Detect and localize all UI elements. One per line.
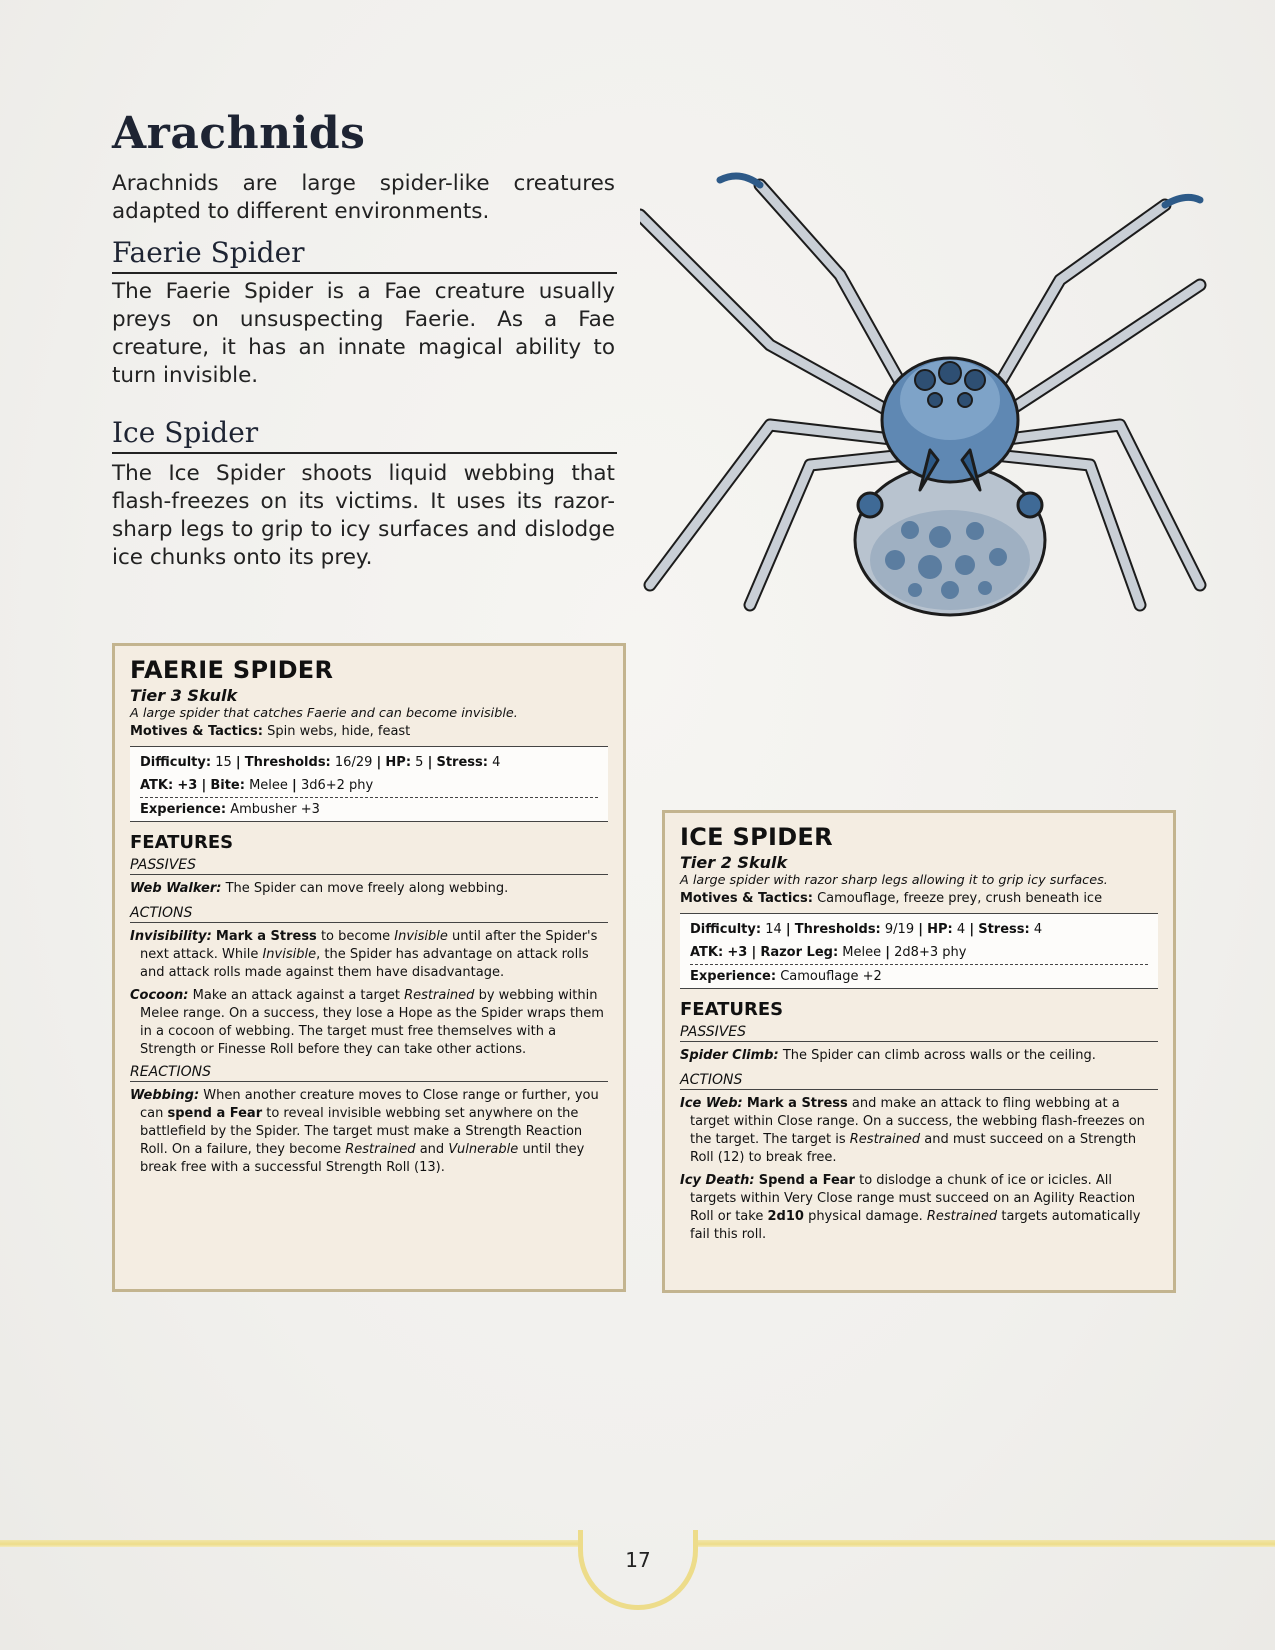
actions-heading: ACTIONS (130, 904, 608, 923)
feature-spider-climb: Spider Climb: The Spider can climb across walls or the ceiling. (680, 1048, 1096, 1063)
statblock-tier: Tier 2 Skulk (680, 853, 788, 872)
feature-cocoon: Cocoon: Make an attack against a target Restrained by webbing within Melee range. On a success, they lose a Hope as the Spider wraps them in a cocoon of webbing. The target must free themselves with a Strength or Finesse Roll before they can take other actions. (130, 988, 604, 1057)
features-heading: FEATURES (130, 832, 234, 853)
statblock-name: FAERIE SPIDER (130, 656, 334, 684)
statblock-description: A large spider that catches Faerie and can become invisible. (130, 706, 518, 721)
footer-ornament-right (696, 1540, 1275, 1547)
intro-text: Arachnids are large spider-like creatures adapted to different environments. (112, 171, 615, 224)
statblock-faerie-spider (112, 643, 626, 1292)
actions-heading: ACTIONS (680, 1071, 1158, 1090)
statblock-description: A large spider with razor sharp legs allowing it to grip icy surfaces. (680, 873, 1108, 888)
statblock-name: ICE SPIDER (680, 823, 833, 851)
stat-line-defense: Difficulty: 14 | Thresholds: 9/19 | HP: 4 | Stress: 4 (690, 922, 1043, 937)
feature-ice-web: Ice Web: Mark a Stress and make an attack to fling webbing at a target within Close range. On a success, the webbing flash-freezes on the target. The target is Restrained and must succeed on a Strength Roll (12) to break free. (680, 1096, 1145, 1165)
feature-webbing: Webbing: When another creature moves to Close range or further, you can spend a Fear to reveal invisible webbing set anywhere on the battlefield by the Spider. The target must make a Strength Reaction Roll. On a failure, they become Restrained and Vulnerable until they break free with a successful Strength Roll (13). (130, 1088, 599, 1175)
feature-web-walker: Web Walker: The Spider can move freely along webbing. (130, 881, 509, 896)
statblock-motives: Motives & Tactics: Camouflage, freeze prey, crush beneath ice (680, 891, 1103, 906)
features-heading: FEATURES (680, 999, 784, 1020)
passives-heading: PASSIVES (130, 856, 608, 875)
section-body-ice: The Ice Spider shoots liquid webbing that flash-freezes on its victims. It uses its razor-sharp legs to grip to icy surfaces and dislodge ice chunks onto its prey. (112, 461, 615, 570)
stat-line-defense: Difficulty: 15 | Thresholds: 16/29 | HP: 5 | Stress: 4 (140, 755, 501, 770)
statblock-stats (130, 746, 608, 822)
page-number: 17 (625, 1548, 651, 1572)
page-title: Arachnids (112, 108, 366, 159)
stat-line-experience: Experience: Camouflage +2 (690, 964, 1148, 988)
ice-spider-illustration (640, 165, 1220, 645)
statblock-motives: Motives & Tactics: Spin webs, hide, feast (130, 724, 411, 739)
feature-icy-death: Icy Death: Spend a Fear to dislodge a chunk of ice or icicles. All targets within Very Close range must succeed on an Agility Reaction Roll or take 2d10 physical damage. Restrained targets automatically fail this roll. (680, 1173, 1141, 1242)
passives-heading: PASSIVES (680, 1023, 1158, 1042)
section-body-faerie: The Faerie Spider is a Fae creature usually preys on unsuspecting Faerie. As a Fae creature, it has an innate magical ability to turn invisible. (112, 279, 615, 388)
reactions-heading: REACTIONS (130, 1063, 608, 1082)
statblock-ice-spider (662, 810, 1176, 1293)
statblock-stats (680, 913, 1158, 989)
footer-ornament-left (0, 1540, 580, 1547)
section-heading-faerie: Faerie Spider (112, 236, 617, 274)
stat-line-experience: Experience: Ambusher +3 (140, 797, 598, 821)
stat-line-attack: ATK: +3 | Bite: Melee | 3d6+2 phy (140, 778, 374, 793)
stat-line-attack: ATK: +3 | Razor Leg: Melee | 2d8+3 phy (690, 945, 967, 960)
feature-invisibility: Invisibility: Mark a Stress to become Invisible until after the Spider's next attack. While Invisible, the Spider has advantage on attack rolls and attack rolls made against them have disadvantage. (130, 929, 598, 980)
section-heading-ice: Ice Spider (112, 416, 617, 454)
statblock-tier: Tier 3 Skulk (130, 686, 238, 705)
